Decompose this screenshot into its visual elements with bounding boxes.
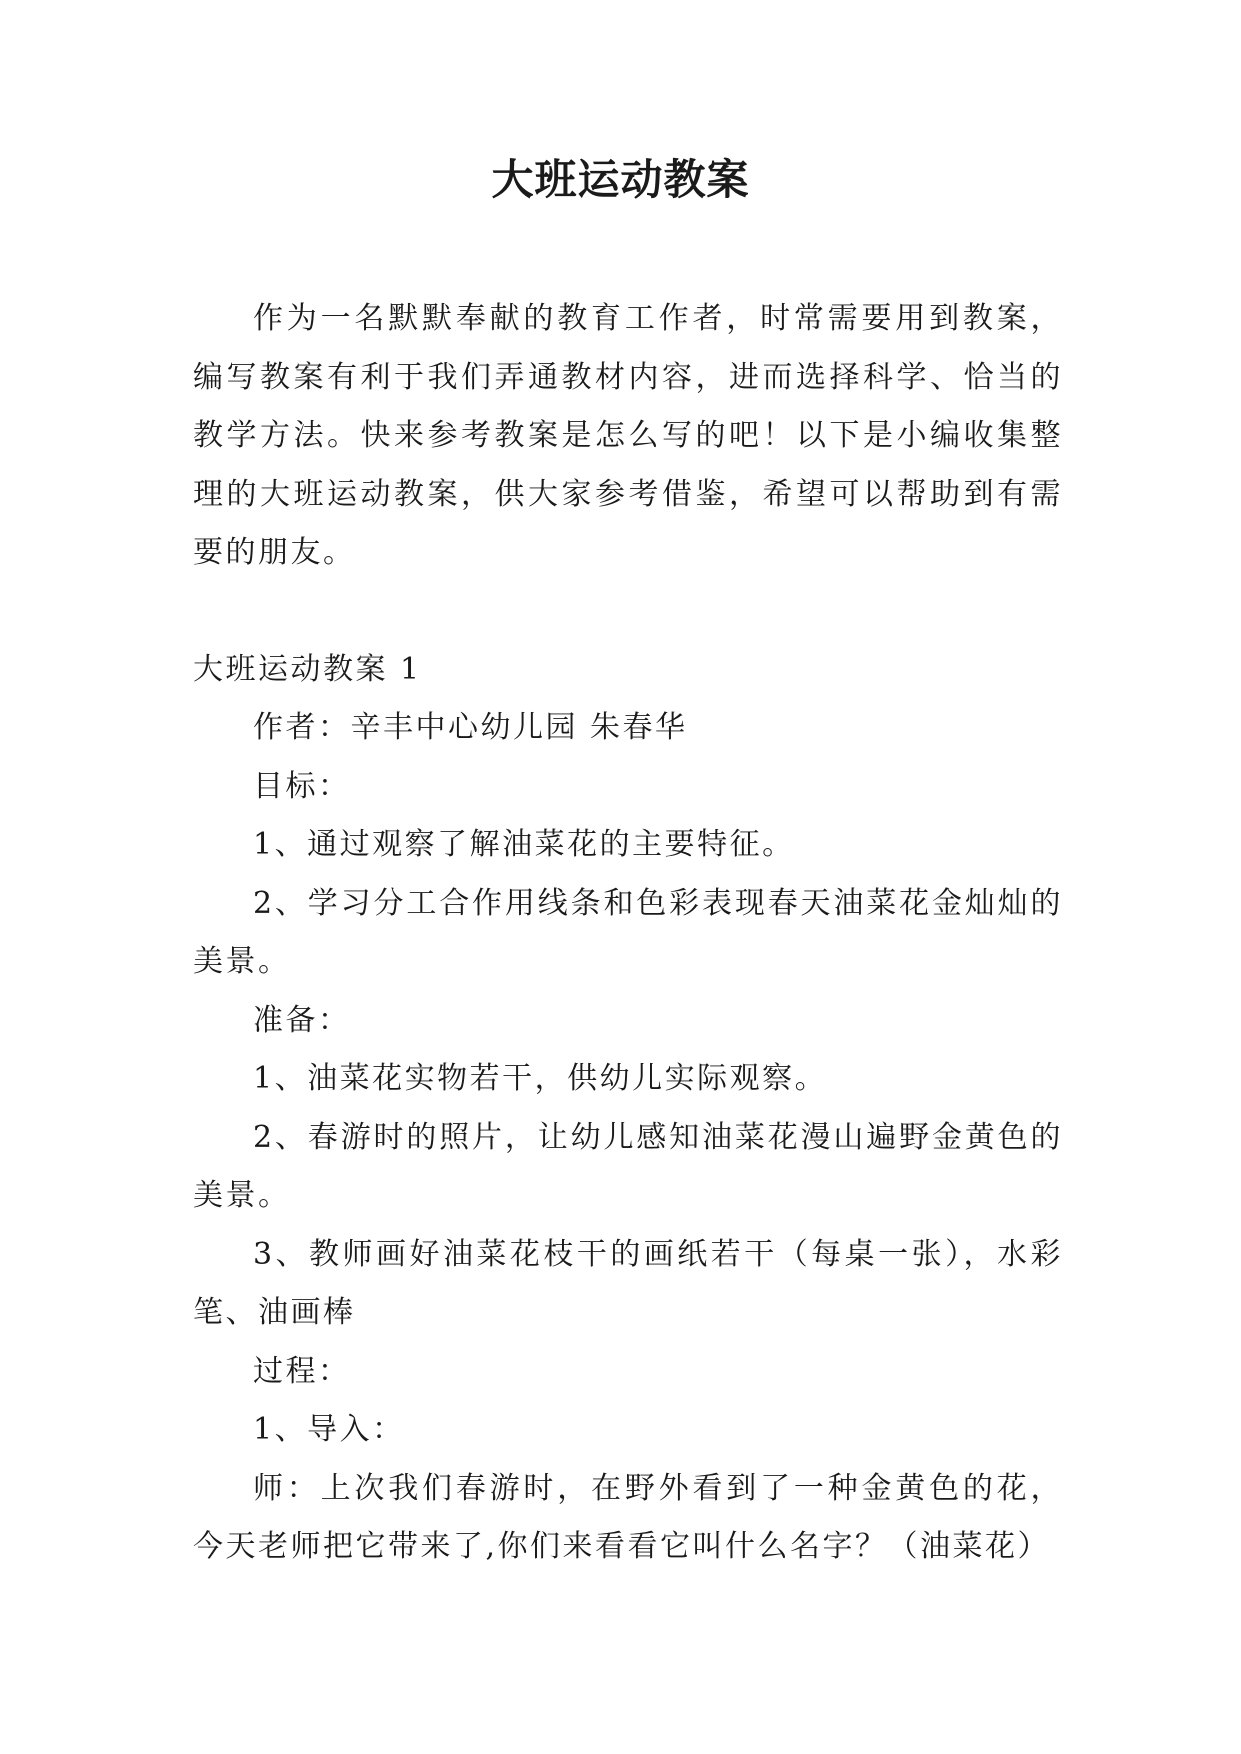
teacher-dialogue: 师：上次我们春游时，在野外看到了一种金黄色的花，今天老师把它带来了,你们来看看它叫什么名字？（油菜花） — [193, 1470, 1063, 1564]
document-body — [193, 290, 1063, 1577]
goal-item-2: 2、学习分工合作用线条和色彩表现春天油菜花金灿灿的美景。 — [193, 885, 1063, 979]
goal-label: 目标： — [253, 768, 351, 804]
process-item-1: 1、导入： — [253, 1412, 405, 1447]
author-line: 作者：辛丰中心幼儿园 朱春华 — [253, 710, 688, 745]
prep-item-3: 3、教师画好油菜花枝干的画纸若干（每桌一张），水彩笔、油画棒 — [193, 1236, 1063, 1330]
goal-item-1: 1、通过观察了解油菜花的主要特征。 — [253, 827, 795, 862]
section-spacer — [193, 583, 1063, 641]
prep-item-1: 1、油菜花实物若干，供幼儿实际观察。 — [253, 1061, 828, 1096]
prep-item-2: 2、春游时的照片，让幼儿感知油菜花漫山遍野金黄色的美景。 — [193, 1119, 1063, 1213]
section-heading: 大班运动教案 1 — [193, 651, 422, 687]
prep-label: 准备： — [253, 1002, 351, 1038]
process-label: 过程： — [253, 1353, 351, 1389]
page-title: 大班运动教案 — [491, 155, 750, 204]
intro-paragraph: 作为一名默默奉献的教育工作者，时常需要用到教案，编写教案有利于我们弄通教材内容，进而选择科学、恰当的教学方法。快来参考教案是怎么写的吧！以下是小编收集整理的大班运动教案，供大家参考借鉴，希望可以帮助到有需要的朋友。 — [193, 301, 1063, 570]
